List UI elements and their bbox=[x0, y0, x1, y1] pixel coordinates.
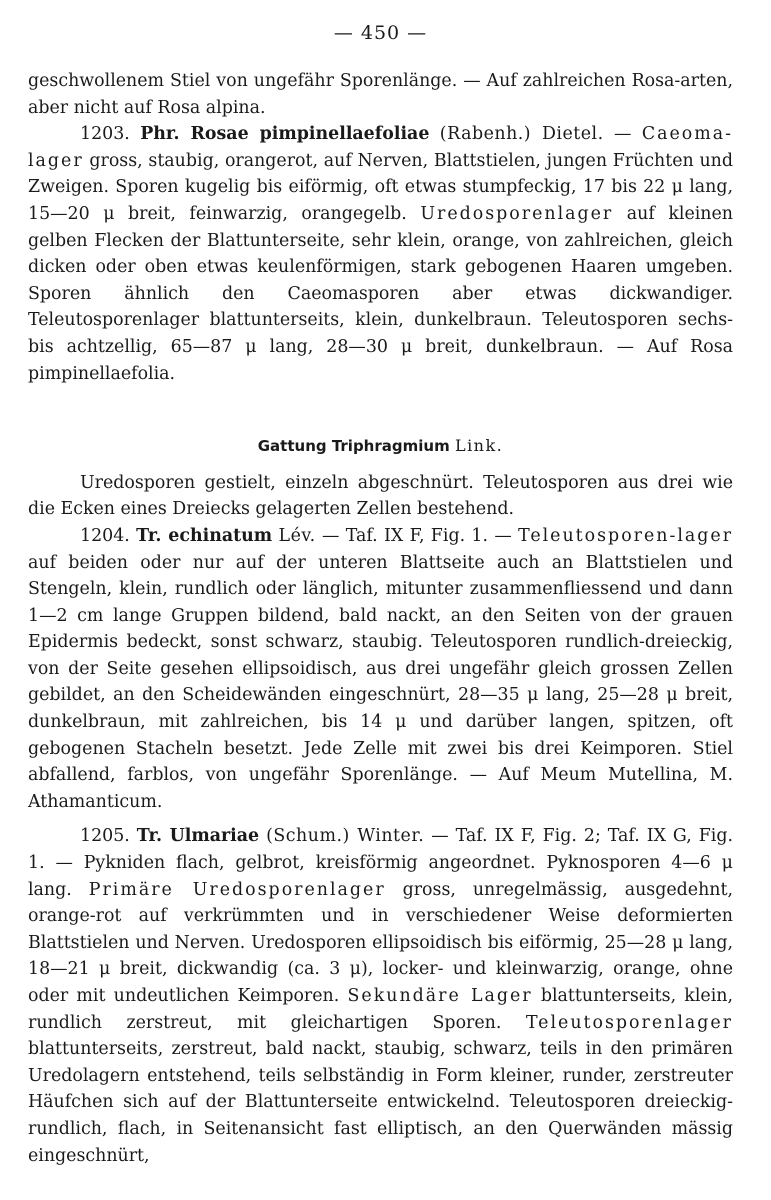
entry-text: — bbox=[603, 124, 642, 145]
entry-1204 bbox=[28, 523, 733, 816]
intro-paragraph: geschwollenem Stiel von ungefähr Sporenlänge. — Auf zahlreichen Rosa-arten, aber nicht auf Rosa alpina. bbox=[28, 71, 733, 118]
species-author: Lév. bbox=[278, 525, 316, 546]
entry-number: 1205. bbox=[80, 826, 130, 847]
species-author: (Schum.) Winter. bbox=[266, 826, 425, 847]
species-name: Phr. Rosae pimpinellaefoliae bbox=[140, 124, 430, 145]
entry-text: — Taf. IX F, Fig. 2; Taf. IX G, Fig. 1. — Pykniden flach, gelbrot, kreisförmig angeordnet. Pyknosporen 4—6 μ lang. bbox=[28, 826, 733, 900]
genus-heading bbox=[28, 433, 733, 460]
entry-1203 bbox=[28, 121, 733, 387]
entry-text: auf beiden oder nur auf der unteren Blattseite auch an Blattstielen und Stengeln, klein, rundlich oder länglich, mitunter zusammenfliessend und dann 1—2 cm lange Gruppen bildend, bald nackt, an den Seiten von der grauen Epidermis bedeckt, sonst schwarz, staubig. Teleutosporen rundlich-dreieckig, von der Seite gesehen ellipsoidisch, aus drei ungefähr gleich grossen Zellen gebildet, an den Scheidewänden eingeschnürt, 28—35 μ lang, 25—28 μ breit, dunkelbraun, mit zahlreichen, bis 14 μ und darüber langen, spitzen, oft gebogenen Stacheln besetzt. Jede Zelle mit zwei bis drei Keimporen. Stiel abfallend, farblos, von ungefähr Sporenlänge. — Auf Meum Mutellina, M. Athamanticum. bbox=[28, 552, 733, 812]
genus-description: Uredosporen gestielt, einzeln abgeschnürt. Teleutosporen aus drei wie die Ecken eines Dreiecks gelagerten Zellen bestehend. bbox=[28, 472, 733, 520]
text-body bbox=[28, 68, 733, 1169]
species-name: Tr. Ulmariae bbox=[136, 826, 260, 847]
entry-text: blattunterseits, klein, rundlich zerstreut, mit gleichartigen Sporen. bbox=[28, 986, 733, 1033]
species-name: Tr. echinatum bbox=[136, 525, 273, 546]
entry-number: 1204. bbox=[80, 525, 130, 546]
genus-title: Gattung Triphragmium bbox=[257, 437, 450, 456]
entry-text: blattunterseits, zerstreut, bald nackt, staubig, schwarz, teils in den primären Uredolagern entstehend, teils selbständig in Form kleiner, runder, zerstreuter Häufchen sich auf der Blattunterseite entwickelnd. Teleutosporen dreieckig-rundlich, flach, in Seitenansicht fast elliptisch, an den Querwänden mässig eingeschnürt, bbox=[28, 1039, 733, 1166]
species-author: (Rabenh.) Dietel. bbox=[439, 124, 604, 145]
spaced-term: Teleutosporen-lager bbox=[518, 525, 734, 546]
entry-text: gross, unregelmässig, ausgedehnt, orange-rot auf verkrümmten und in verschiedener Weise deformierten Blattstielen und Nerven. Uredosporen ellipsoidisch bis eiförmig, 25—28 μ lang, 18—21 μ breit, dickwandig (ca. 3 μ), locker- und kleinwarzig, orange, ohne oder mit undeutlichen Keimporen. bbox=[28, 879, 734, 1006]
spaced-term: Sekundäre Lager bbox=[347, 986, 533, 1006]
spaced-term: Uredosporenlager bbox=[420, 203, 614, 224]
entry-number: 1203. bbox=[80, 124, 130, 145]
spaced-term: Primäre Uredosporenlager bbox=[88, 879, 386, 900]
spaced-term: Caeoma-lager bbox=[28, 124, 734, 171]
entry-text: auf kleinen gelben Flecken der Blattunterseite, sehr klein, orange, von zahlreichen, gleich dicken oder oben etwas keulenförmigen, stark gebogenen Haaren umgeben. Sporen ähnlich den Caeomasporen aber etwas dickwandiger. Teleutosporenlager blattunterseits, klein, dunkelbraun. Teleutosporen sechs- bis achtzellig, 65—87 μ lang, 28—30 μ breit, dunkelbraun. — Auf Rosa pimpinellaefolia. bbox=[28, 203, 733, 384]
entry-text: — Taf. IX F, Fig. 1. — bbox=[315, 525, 519, 546]
genus-author: Link. bbox=[454, 436, 504, 456]
entry-1205 bbox=[28, 823, 733, 1169]
spaced-term: Teleutosporenlager bbox=[525, 1012, 733, 1033]
page-number: — 450 — bbox=[333, 22, 428, 44]
entry-text: gross, staubig, orangerot, auf Nerven, Blattstielen, jungen Früchten und Zweigen. Sporen kugelig bis eiförmig, oft etwas stumpfeckig, 17 bis 22 μ lang, 15—20 μ breit, feinwarzig, orangegelb. bbox=[28, 150, 733, 224]
